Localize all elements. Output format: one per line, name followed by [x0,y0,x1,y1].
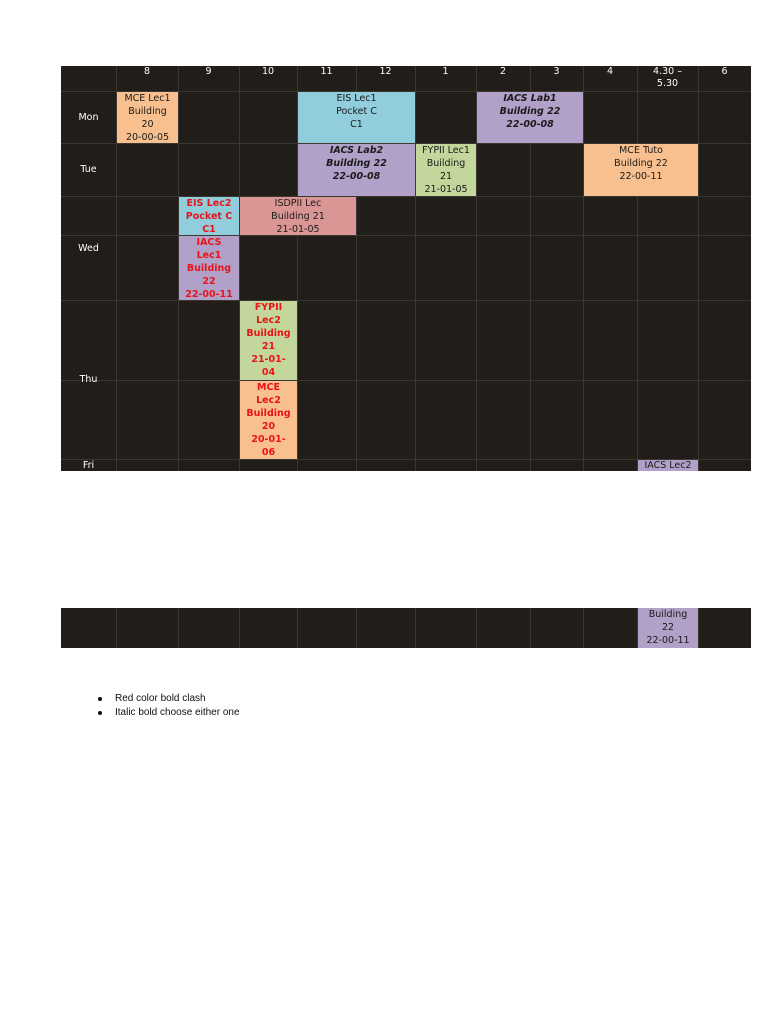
class-block-eis-lec1: EIS Lec1 Pocket C C1 [298,92,415,143]
legend-note-either [98,706,240,720]
legend-note-clash-text: Red color bold clash [115,693,206,704]
class-block-isdpii-lec: ISDPII Lec Building 21 21-01-05 [240,197,356,235]
time-header-6: 6 [721,66,728,77]
day-label-fri: Fri [82,459,95,471]
time-header-10: 10 [261,66,275,77]
class-block-iacs-lab1: IACS Lab1 Building 22 22-00-08 [477,92,583,143]
day-label-mon: Mon [78,111,99,123]
time-header-8: 8 [143,66,151,77]
time-header-11: 11 [320,66,333,77]
class-block-iacs-lec2-continued: Building 22 22-00-11 [638,608,698,648]
legend-notes [98,692,240,720]
time-header-430: 4.30 – 5.30 [653,66,682,89]
time-header-12: 12 [379,66,392,77]
timetable [61,66,751,471]
time-header-1: 1 [442,66,449,77]
class-block-mce-tuto: MCE Tuto Building 22 22-00-11 [584,144,698,196]
time-header-4: 4 [606,66,614,77]
time-header-3: 3 [553,66,560,77]
day-label-tue: Tue [80,164,97,175]
day-label-wed: Wed [78,242,99,254]
legend-note-either-text: Italic bold choose either one [115,707,240,718]
class-block-iacs-lec1: IACS Lec1 Building 22 22-00-11 [179,236,239,300]
class-block-mce-lec2: MCE Lec2 Building 20 20-01- 06 [240,381,297,459]
class-block-fypii-lec2: FYPII Lec2 Building 21 21-01- 04 [240,301,297,380]
class-block-fypii-lec1: FYPII Lec1 Building 21 21-01-05 [416,144,476,196]
class-block-iacs-lab2: IACS Lab2 Building 22 22-00-08 [298,144,415,196]
legend-note-clash [98,692,240,706]
day-label-thu: Thu [79,374,98,385]
class-block-iacs-lec2: IACS Lec2 [638,460,698,471]
timetable-continuation [61,608,751,648]
time-header-2: 2 [499,66,507,77]
bullet-icon [98,697,102,701]
time-header-9: 9 [205,66,212,77]
class-block-mce-lec1: MCE Lec1 Building 20 20-00-05 [117,92,178,143]
class-block-eis-lec2: EIS Lec2 Pocket C C1 [179,197,239,235]
bullet-icon [98,711,102,715]
